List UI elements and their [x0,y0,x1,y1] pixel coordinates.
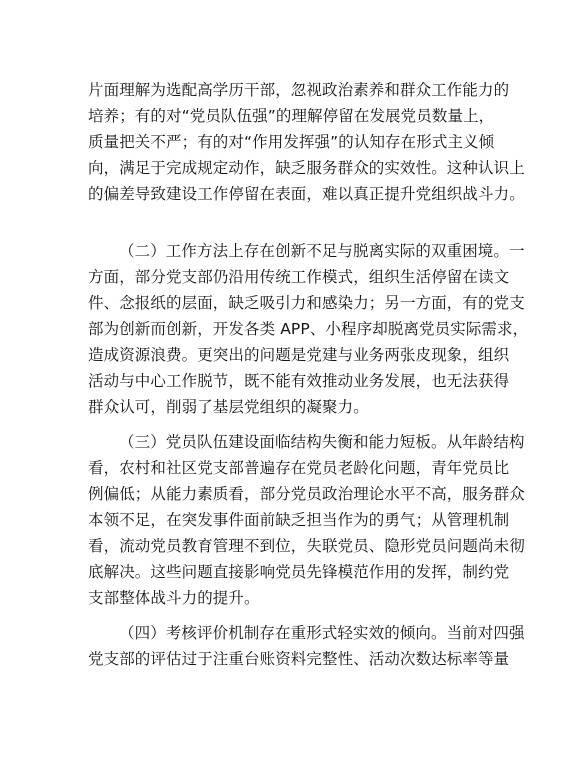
paragraph-line: 培养；有的对“党员队伍强”的理解停留在发展党员数量上， [88,107,495,125]
paragraph-line: 党支部的评估过于注重台账资料完整性、活动次数达标率等量 [88,650,510,668]
paragraph-line: 看，流动党员教育管理不到位，失联党员、隐形党员问题尚未彻 [88,537,525,555]
paragraph-line: 活动与中心工作脱节，既不能有效推动业务发展，也无法获得 [88,372,510,390]
paragraph-line: 造成资源浪费。更突出的问题是党建与业务两张皮现象，组织 [88,346,510,364]
paragraph-line: 片面理解为选配高学历干部，忽视政治素养和群众工作能力的 [88,81,510,99]
paragraph-line: 看，农村和社区党支部普遍存在党员老龄化问题，青年党员比 [88,459,510,477]
section-heading-line: （二）工作方法上存在创新不足与脱离实际的双重困境。一 [119,242,525,260]
paragraph-line: 的偏差导致建设工作停留在表面，难以真正提升党组织战斗力。 [88,185,525,203]
paragraph-line: 例偏低；从能力素质看，部分党员政治理论水平不高，服务群众 [88,485,525,503]
paragraph-line: 底解决。这些问题直接影响党员先锋模范作用的发挥，制约党 [88,563,510,581]
section-heading-line: （三）党员队伍建设面临结构失衡和能力短板。从年龄结构 [119,433,525,451]
paragraph-line: 质量把关不严；有的对“作用发挥强”的认知存在形式主义倾 [88,133,495,151]
paragraph-line: 件、念报纸的层面，缺乏吸引力和感染力；另一方面，有的党支 [88,294,525,312]
paragraph-line: 群众认可，削弱了基层党组织的凝聚力。 [88,398,369,416]
paragraph-line: 支部整体战斗力的提升。 [88,589,260,607]
paragraph-line: 向，满足于完成规定动作，缺乏服务群众的实效性。这种认识上 [88,159,525,177]
section-heading-line: （四）考核评价机制存在重形式轻实效的倾向。当前对四强 [119,624,525,642]
paragraph-line: 部为创新而创新，开发各类 APP、小程序却脱离党员实际需求， [88,320,529,338]
paragraph-line: 本领不足，在突发事件面前缺乏担当作为的勇气；从管理机制 [88,511,510,529]
paragraph-line: 方面，部分党支部仍沿用传统工作模式，组织生活停留在读文 [88,268,510,286]
